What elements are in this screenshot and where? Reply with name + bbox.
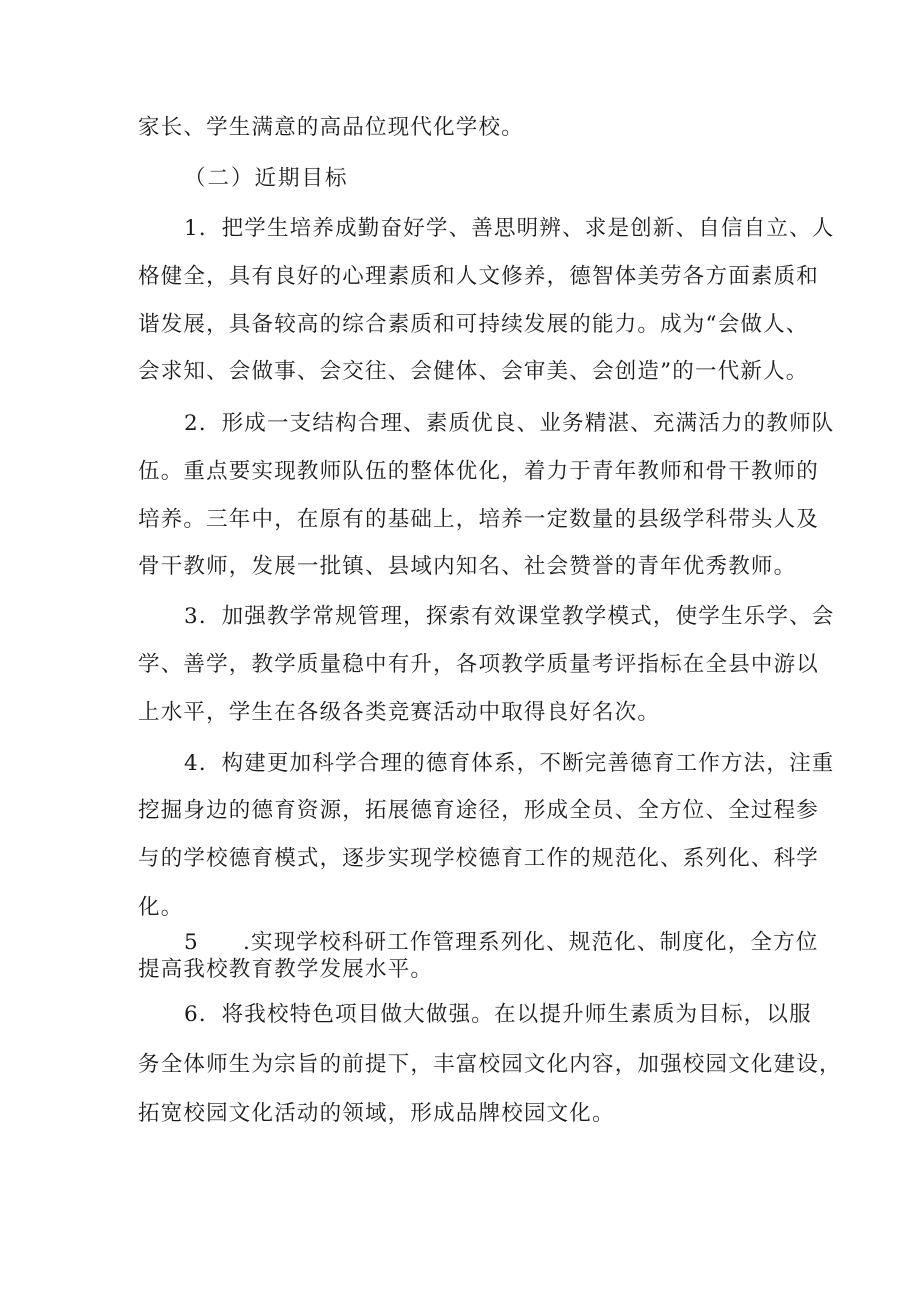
section-heading: （二）近期目标 bbox=[184, 166, 349, 191]
item-1-line-1: 1．把学生培养成勤奋好学、善思明辨、求是创新、自信自立、人 bbox=[184, 216, 835, 241]
item-1-line-3: 谐发展，具备较高的综合素质和可持续发展的能力。成为“会做人、 bbox=[138, 312, 809, 337]
item-3-line-2: 学、善学，教学质量稳中有升，各项教学质量考评指标在全县中游以 bbox=[138, 652, 820, 677]
item-2-line-2: 伍。重点要实现教师队伍的整体优化，着力于青年教师和骨干教师的 bbox=[138, 459, 820, 484]
item-4-line-3: 与的学校德育模式，逐步实现学校德育工作的规范化、系列化、科学 bbox=[138, 846, 820, 871]
item-5-text: .实现学校科研工作管理系列化、规范化、制度化，全方位 bbox=[243, 930, 819, 955]
item-3-line-1: 3．加强教学常规管理，探索有效课堂教学模式，使学生乐学、会 bbox=[184, 604, 835, 629]
item-3-line-3: 上水平，学生在各级各类竞赛活动中取得良好名次。 bbox=[138, 700, 661, 725]
item-6-line-2: 务全体师生为宗旨的前提下，丰富校园文化内容，加强校园文化建设， bbox=[138, 1052, 842, 1077]
item-2-line-3: 培养。三年中，在原有的基础上，培养一定数量的县级学科带头人及 bbox=[138, 507, 820, 532]
item-4-line-2: 挖掘身边的德育资源，拓展德育途径，形成全员、全方位、全过程参 bbox=[138, 798, 820, 823]
item-6-line-1: 6．将我校特色项目做大做强。在以提升师生素质为目标，以服 bbox=[184, 1002, 812, 1027]
paragraph-line: 家长、学生满意的高品位现代化学校。 bbox=[138, 115, 524, 140]
item-1-line-2: 格健全，具有良好的心理素质和人文修养，德智体美劳各方面素质和 bbox=[138, 264, 820, 289]
item-6-line-3: 拓宽校园文化活动的领域，形成品牌校园文化。 bbox=[138, 1101, 615, 1126]
item-2-line-4: 骨干教师，发展一批镇、县域内知名、社会赞誉的青年优秀教师。 bbox=[138, 554, 797, 579]
item-1-line-4: 会求知、会做事、会交往、会健体、会审美、会创造”的一代新人。 bbox=[138, 359, 809, 384]
item-4-line-4: 化。 bbox=[138, 895, 184, 920]
item-5-line-1 bbox=[0, 930, 920, 956]
item-2-line-1: 2．形成一支结构合理、素质优良、业务精湛、充满活力的教师队 bbox=[184, 411, 835, 436]
item-5-line-2: 提高我校教育教学发展水平。 bbox=[138, 957, 434, 982]
item-5-number: 5 bbox=[184, 930, 199, 955]
item-4-line-1: 4．构建更加科学合理的德育体系，不断完善德育工作方法，注重 bbox=[184, 751, 835, 776]
